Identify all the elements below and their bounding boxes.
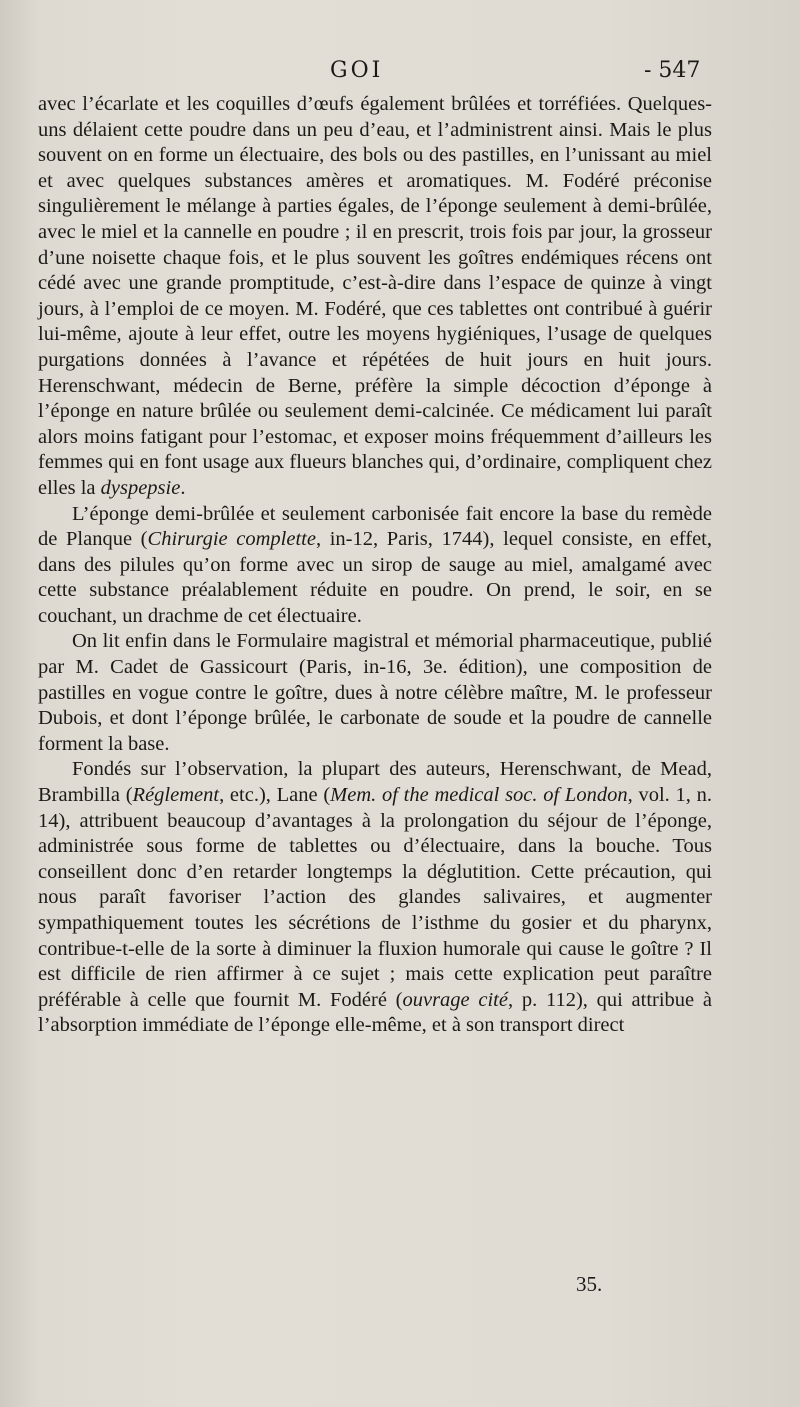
text-run-italic: Mem. of the medical soc. of London [330, 784, 628, 807]
paragraph-1 [38, 92, 712, 502]
text-run: Fondés sur l’observation, la plupart des auteurs, Herenschwant, de Mead, Brambilla ( [38, 758, 712, 807]
paragraph-3 [38, 629, 712, 757]
text-run: , vol. 1, n. 14), attribuent beaucoup d’avantages à la prolongation du séjour de l’éponge, administrée sous forme de tablettes ou d’électuaire, dans la bouche. Tous conseillent donc d’en retarder longtemps la déglutition. Cette précaution, qui nous paraît favoriser l’action des glandes salivaires, et augmenter sympathiquement toutes les sécrétions de l’isthme du gosier et du pharynx, contribue-t-elle de la sorte à diminuer la fluxion humorale qui cause le goître ? Il est difficile de rien affirmer à ce sujet ; mais cette explication peut paraître préférable à celle que fournit M. Fodéré ( [38, 784, 712, 1011]
text-run-italic: Réglement [132, 784, 220, 807]
text-run: , in-12, Paris, 1744), lequel consiste, en effet, dans des pilules qu’on forme avec un sirop de sauge au miel, amalgamé avec cette substance préalablement réduite en poudre. On prend, le soir, en se couchant, un drachme de cet électuaire. [38, 528, 712, 627]
text-run-italic: Chirurgie complette [147, 528, 316, 551]
text-run: avec l’écarlate et les coquilles d’œufs également brûlées et torréfiées. Quelques-uns délaient cette poudre dans un peu d’eau, et l’administrent ainsi. Mais le plus souvent on en forme un électuaire, des bols ou des pastilles, en l’unissant au miel et avec quelques substances amères et aromatiques. M. Fodéré préconise singulièrement le mélange à parties égales, de l’éponge seulement à demi-brûlée, avec le miel et la cannelle en poudre ; il en prescrit, trois fois par jour, la grosseur d’une noisette chaque fois, et le plus souvent les goîtres endémiques récens ont cédé avec une grande promptitude, c’est-à-dire dans l’espace de quinze à vingt jours, à l’emploi de ce moyen. M. Fodéré, que ces tablettes ont contribué à guérir lui-même, ajoute à leur effet, outre les moyens hygiéniques, l’usage de quelques purgations données à l’avance et répétées de huit jours en huit jours. Herenschwant, médecin de Berne, préfère la simple décoction d’éponge à l’éponge en nature brûlée ou seulement demi-calcinée. Ce médicament lui paraît alors moins fatigant pour l’estomac, et exposer moins fréquemment d’ailleurs les femmes qui en font usage aux flueurs blanches qui, d’ordinaire, compliquent chez elles la [38, 93, 712, 499]
paragraph-2 [38, 502, 712, 630]
body-text [38, 92, 712, 1039]
paragraph-4 [38, 757, 712, 1039]
page-header [0, 58, 800, 92]
running-title: GOI [330, 58, 384, 83]
text-run: L’éponge demi-brûlée et seulement carbonisée fait encore la base du remède de Planque ( [38, 502, 712, 551]
text-run: . [180, 476, 186, 499]
text-run: , p. 112), qui attribue à l’absorption immédiate de l’éponge elle-même, et à son transport direct [38, 988, 712, 1037]
text-run: , etc.), Lane ( [219, 784, 331, 807]
text-run-italic: ouvrage cité [402, 988, 508, 1011]
page-number: - 547 [644, 58, 701, 83]
text-run: On lit enfin dans le Formulaire magistral et mémorial pharmaceutique, publié par M. Cadet de Gassicourt (Paris, in-16, 3e. édition), une composition de pastilles en vogue contre le goître, dues à notre célèbre maître, M. le professeur Dubois, et dont l’éponge brûlée, le carbonate de soude et la poudre de cannelle forment la base. [38, 630, 712, 755]
text-run-italic: dyspepsie [100, 476, 181, 499]
signature-mark: 35. [576, 1272, 603, 1296]
